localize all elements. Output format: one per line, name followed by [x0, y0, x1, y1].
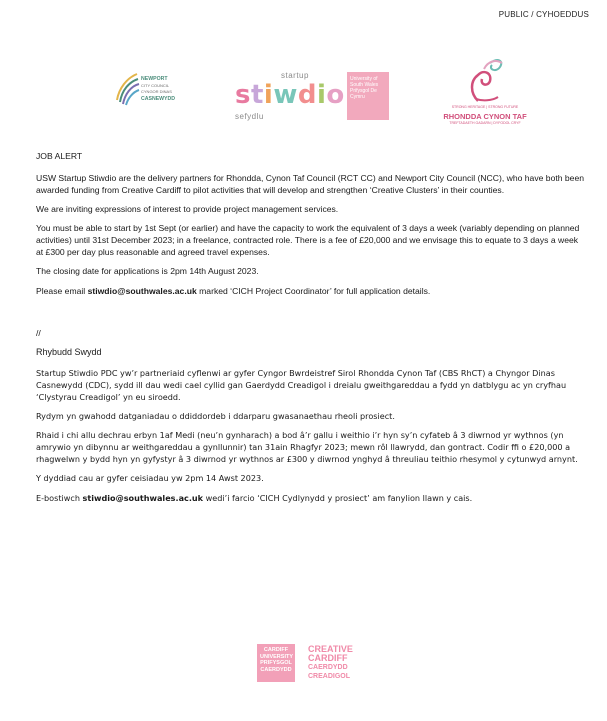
- newport-logo-line4: CASNEWYDD: [141, 95, 176, 102]
- en-paragraph-email: [36, 285, 584, 297]
- stiwdio-letter: i: [317, 80, 327, 110]
- creative-cardiff-line4: CREADIGOL: [308, 673, 350, 680]
- cardiff-university-logo: CARDIFF UNIVERSITY PRIFYSGOL CAERDYDD: [257, 644, 295, 682]
- rct-logo-name: RHONDDA CYNON TAF: [443, 112, 527, 121]
- en-paragraph-invite: We are inviting expressions of interest to provide project management services.: [36, 204, 339, 214]
- cy-email-prefix: E-bostiwch: [36, 493, 83, 503]
- classification-label: PUBLIC / CYHOEDDUS: [498, 10, 589, 19]
- newport-logo-line1: NEWPORT: [141, 76, 168, 82]
- job-alert-heading: JOB ALERT: [36, 151, 83, 161]
- rct-logo-top: STRONG HERITAGE | STRONG FUTURE: [451, 105, 519, 109]
- rct-logo-sub: TREFTADAETH GADARN | DYFODOL CRYF: [449, 121, 521, 125]
- cy-paragraph-email: [36, 492, 584, 504]
- stiwdio-letter: d: [297, 80, 317, 110]
- creative-cardiff-line1: CREATIVE: [308, 644, 353, 654]
- newport-logo-text: [141, 76, 175, 102]
- cy-paragraph-intro: Startup Stiwdio PDC yw’r partneriaid cyflenwi ar gyfer Cyngor Bwrdeistref Sirol Rhondda Cynon Taf (CBS RhCT) a Chyngor Dinas Casnewydd (CDC), sydd ill dau wedi cael cyllid gan Gaerdydd Creadigol i dreialu gweithgareddau a fydd yn datblygu ac yn cryfhau ‘Clystyrau Creadigol’ yn eu siroedd.: [36, 368, 567, 402]
- creative-cardiff-line3: CAERDYDD: [308, 664, 348, 671]
- cy-paragraph-invite: Rydym yn gwahodd datganiadau o ddiddordeb i ddarparu gwasanaethau rheoli prosiect.: [36, 411, 395, 421]
- cy-email-link[interactable]: stiwdio@southwales.ac.uk: [82, 493, 204, 503]
- partner-logos: [0, 50, 607, 140]
- cy-heading: Rhybudd Swydd: [36, 347, 102, 357]
- creative-cardiff-logo: [308, 645, 353, 681]
- funder-logos: [0, 644, 607, 684]
- document-body: [36, 150, 584, 511]
- stiwdio-letter: s: [235, 80, 251, 110]
- cy-paragraph-closing-date: Y dyddiad cau ar gyfer ceisiadau yw 2pm 14 Awst 2023.: [36, 473, 264, 483]
- en-paragraph-terms: You must be able to start by 1st Sept (or earlier) and have the capacity to work the equivalent of 3 days a week (variably depending on planned activities) until 31st December 2023; in a freelance, contracted role. There is a fee of £20,000 and we envisage this to equate to 3 days a week at £300 per day plus reasonable and agreed travel expenses.: [36, 223, 580, 257]
- stiwdio-letter: i: [263, 80, 274, 110]
- usw-logo-box: University of South Wales Prifysgol De Cymru: [347, 72, 389, 120]
- startup-stiwdio-logo: [233, 68, 383, 128]
- cy-paragraph-terms: Rhaid i chi allu dechrau erbyn 1af Medi (neu’n gynharach) a bod â’r gallu i weithio i’r hyn sy’n cyfateb â 3 diwrnod yr wythnos (yn amrywio yn dibynnu ar weithgareddau a gynllunnir) tan 31ain Rhagfyr 2023; mewn rôl llawrydd, dan gontract. Codir ffi o £20,000 a rhagwelwn y bydd hyn yn gyfystyr â 3 diwrnod yr wythnos ar £300 y diwrnod ynghyd â threuliau teithio rhesymol y cytunwyd arnynt.: [36, 430, 578, 464]
- en-email-prefix: Please email: [36, 286, 88, 296]
- language-separator: //: [36, 328, 41, 338]
- stiwdio-logo-top: startup: [281, 71, 309, 80]
- newport-logo-line3: CYNGOR DINAS: [141, 89, 172, 94]
- newport-city-council-logo: [113, 70, 203, 110]
- cy-email-suffix: wedi’i farcio ‘CICH Cydlynydd y prosiect’ am fanylion llawn y cais.: [203, 493, 473, 503]
- en-email-suffix: marked ‘CICH Project Coordinator’ for full application details.: [196, 286, 431, 296]
- stiwdio-letter: t: [250, 80, 264, 110]
- rct-council-logo: [440, 55, 530, 135]
- stiwdio-letter: o: [326, 80, 345, 110]
- stiwdio-logo-wordmark: [235, 80, 345, 110]
- creative-cardiff-line2: CARDIFF: [308, 653, 348, 663]
- newport-emblem-icon: [113, 70, 141, 108]
- en-email-link[interactable]: stiwdio@southwales.ac.uk: [87, 286, 197, 296]
- rct-dragon-icon: [440, 55, 530, 105]
- en-paragraph-closing-date: The closing date for applications is 2pm 14th August 2023.: [36, 266, 259, 276]
- newport-logo-line2: CITY COUNCIL: [141, 82, 170, 88]
- stiwdio-letter: w: [273, 80, 298, 110]
- en-paragraph-intro: USW Startup Stiwdio are the delivery partners for Rhondda, Cynon Taf Council (RCT CC) and Newport City Council (NCC), who have both been awarded funding from Creative Cardiff to pilot activities that will develop and strengthen ‘Creative Clusters’ in their counties.: [36, 173, 585, 195]
- stiwdio-logo-bottom: sefydlu: [235, 112, 264, 121]
